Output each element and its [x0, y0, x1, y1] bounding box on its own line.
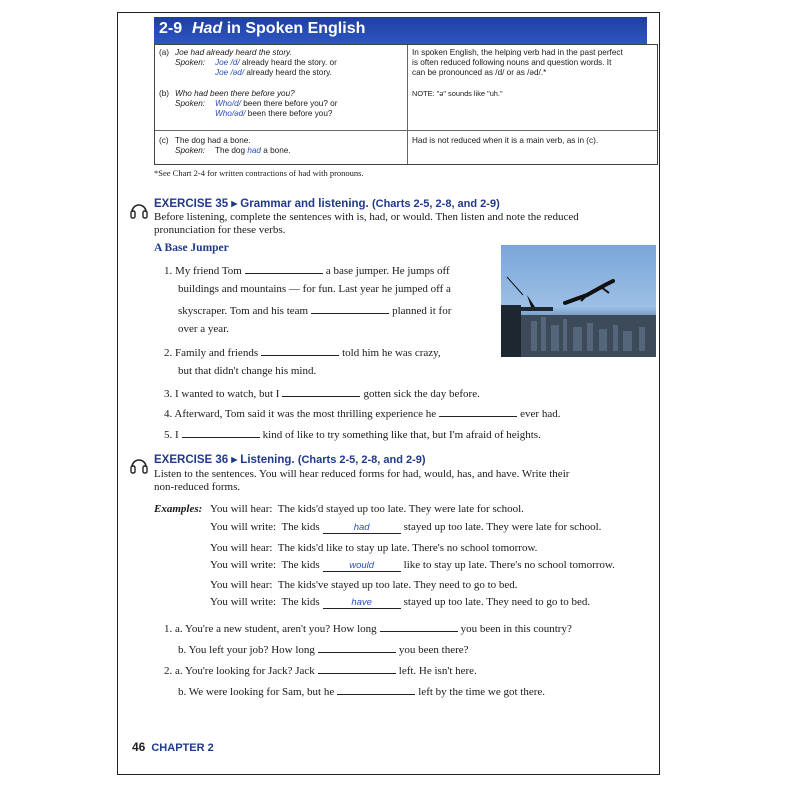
chart-explanation-3: can be pronounced as /d/ or as /əd/.* — [412, 68, 547, 77]
chart-footnote: *See Chart 2-4 for written contractions of had with pronouns. — [154, 168, 364, 178]
row-b-label: (b) — [159, 89, 170, 98]
ex35-sentence-1c: skyscraper. Tom and his team planned it for — [178, 305, 452, 317]
exercise-35-instructions-1: Before listening, complete the sentences with is, had, or would. Then listen and note the reduced — [154, 211, 579, 223]
filled-answer: had — [323, 523, 401, 534]
answer-blank[interactable] — [245, 263, 323, 274]
ex36-item-1b: b. You left your job? How long you been there? — [178, 644, 469, 656]
chart-note: NOTE: "ə" sounds like "uh." — [412, 89, 503, 98]
example-1-hear: You will hear: The kids'd stayed up too late. They were late for school. — [210, 503, 524, 515]
examples-label: Examples: — [154, 503, 203, 515]
chart-title: Had in Spoken English — [192, 20, 366, 37]
example-3-write: You will write: The kids have stayed up too late. They need to go to bed. — [210, 596, 591, 608]
ex36-item-2a: 2. a. You're looking for Jack? Jack left. He isn't here. — [164, 665, 477, 677]
textbook-page — [117, 12, 660, 775]
answer-blank[interactable] — [282, 386, 360, 397]
base-jumper-photo — [501, 245, 656, 357]
filled-answer: have — [323, 598, 401, 609]
example-3-hear: You will hear: The kids've stayed up too late. They need to go to bed. — [210, 579, 518, 591]
answer-blank[interactable] — [318, 663, 396, 674]
chart-explanation-2: is often reduced following nouns and question words. It — [412, 58, 612, 67]
grammar-chart — [154, 44, 658, 165]
row-a-label: (a) — [159, 48, 170, 57]
row-c-spoken-label: Spoken: — [175, 146, 206, 155]
row-c-sentence: The dog had a bone. — [175, 136, 251, 145]
row-b-sentence: Who had been there before you? — [175, 89, 295, 98]
ex35-sentence-1b: buildings and mountains — for fun. Last year he jumped off a — [178, 283, 451, 295]
exercise-36-title: EXERCISE 36 ▸ Listening. (Charts 2-5, 2-8, and 2-9) — [154, 454, 426, 466]
exercise-36-instructions-1: Listen to the sentences. You will hear reduced forms for had, would, has, and have. Write their — [154, 468, 570, 480]
chart-header — [154, 17, 647, 44]
answer-blank[interactable] — [318, 642, 396, 653]
chart-divider-horizontal — [155, 130, 657, 131]
row-c-label: (c) — [159, 136, 169, 145]
chart-divider-vertical — [407, 45, 408, 164]
chart-number: 2-9 — [159, 20, 183, 37]
ex35-sentence-1d: over a year. — [178, 323, 229, 335]
answer-blank[interactable] — [182, 427, 260, 438]
row-a-spoken-label: Spoken: — [175, 58, 206, 67]
ex36-item-1a: 1. a. You're a new student, aren't you? How long you been in this country? — [164, 623, 572, 635]
page-number: 46 — [132, 740, 146, 754]
row-a-spoken-1: Joe /d/ already heard the story. or — [215, 58, 337, 67]
answer-blank[interactable] — [261, 345, 339, 356]
skyline-illustration — [501, 245, 656, 357]
filled-answer: would — [323, 561, 401, 572]
ex35-sentence-2a: 2. Family and friends told him he was crazy, — [164, 347, 441, 359]
ex35-sentence-1a: 1. My friend Tom a base jumper. He jumps off — [164, 265, 450, 277]
headphones-icon — [128, 199, 150, 221]
row-b-spoken-label: Spoken: — [175, 99, 206, 108]
answer-blank[interactable] — [311, 303, 389, 314]
example-1-write: You will write: The kids had stayed up too late. They were late for school. — [210, 521, 602, 533]
ex35-sentence-4: 4. Afterward, Tom said it was the most thrilling experience he ever had. — [164, 408, 561, 420]
ex35-sentence-5: 5. I kind of like to try something like that, but I'm afraid of heights. — [164, 429, 541, 441]
chapter-label: CHAPTER 2 — [151, 742, 214, 754]
answer-blank[interactable] — [380, 621, 458, 632]
exercise-35-instructions-2: pronunciation for these verbs. — [154, 224, 286, 236]
exercise-36-instructions-2: non-reduced forms. — [154, 481, 241, 493]
exercise-35-subtitle: A Base Jumper — [154, 242, 229, 254]
answer-blank[interactable] — [337, 684, 415, 695]
example-2-hear: You will hear: The kids'd like to stay up late. There's no school tomorrow. — [210, 542, 538, 554]
row-c-spoken: The dog had a bone. — [215, 146, 291, 155]
chart-explanation-1: In spoken English, the helping verb had in the past perfect — [412, 48, 623, 57]
row-a-sentence: Joe had already heard the story. — [175, 48, 292, 57]
row-b-spoken-1: Who/d/ been there before you? or — [215, 99, 338, 108]
page-footer — [132, 740, 214, 754]
ex35-sentence-2b: but that didn't change his mind. — [178, 365, 317, 377]
row-a-spoken-2: Joe /əd/ already heard the story. — [215, 68, 332, 77]
headphones-icon — [128, 454, 150, 476]
exercise-35-title: EXERCISE 35 ▸ Grammar and listening. (Charts 2-5, 2-8, and 2-9) — [154, 198, 500, 210]
row-b-spoken-2: Who/əd/ been there before you? — [215, 109, 333, 118]
example-2-write: You will write: The kids would like to stay up late. There's no school tomorrow. — [210, 559, 615, 571]
answer-blank[interactable] — [439, 406, 517, 417]
ex36-item-2b: b. We were looking for Sam, but he left by the time we got there. — [178, 686, 546, 698]
row-c-explanation: Had is not reduced when it is a main verb, as in (c). — [412, 136, 599, 145]
ex35-sentence-3: 3. I wanted to watch, but I gotten sick the day before. — [164, 388, 480, 400]
